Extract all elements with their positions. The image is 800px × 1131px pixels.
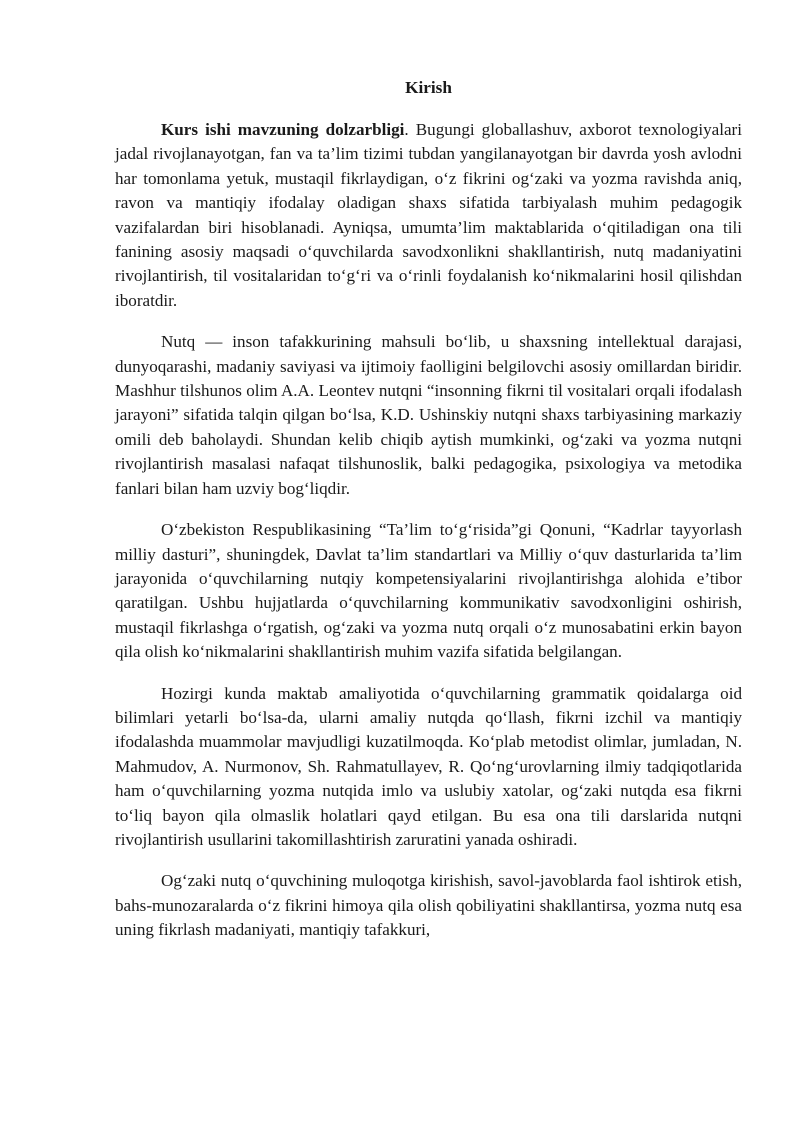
- paragraph-text: Nutq — inson tafakkurining mahsuli bo‘lib, u shaxsning intellektual darajasi, dunyoqarashi, madaniy saviyasi va ijtimoiy faolligini belgilovchi asosiy omillardan biridir. Mashhur tilshunos olim A.A. Leontev nutqni “insonning fikrni til vositalari orqali ifodalash jarayoni” sifatida talqin qilgan bo‘lsa, K.D. Ushinskiy nutqni shaxs tarbiyasining markaziy omili deb baholaydi. Shundan kelib chiqib aytish mumkinki, og‘zaki va yozma nutqni rivojlantirish masalasi nafaqat tilshunoslik, balki pedagogika, psixologiya va metodika fanlari bilan ham uzviy bog‘liqdir.: [115, 332, 742, 498]
- document-title: Kirish: [405, 78, 452, 97]
- paragraph-text: Og‘zaki nutq o‘quvchining muloqotga kirishish, savol-javoblarda faol ishtirok etish, bahs-munozaralarda o‘z fikrini himoya qila olish qobiliyatini shakllantirsa, yozma nutq esa uning fikrlash madaniyati, mantiqiy tafakkuri,: [115, 871, 742, 940]
- paragraph-lead-heading: Kurs ishi mavzuning dolzarbligi: [161, 120, 405, 139]
- paragraph-speech: [115, 330, 742, 501]
- paragraph-text: O‘zbekiston Respublikasining “Ta’lim to‘g‘risida”gi Qonuni, “Kadrlar tayyorlash milliy dasturi”, shuningdek, Davlat ta’lim standartlari va Milliy o‘quv dasturlarida ta’lim jarayonida o‘quvchilarning nutqiy kompetensiyalarini rivojlantirishga alohida e’tibor qaratilgan. Ushbu hujjatlarda o‘quvchilarning kommunikativ savodxonligini oshirish, mustaqil fikrlashga o‘rgatish, og‘zaki va yozma nutq orqali o‘z munosabatini erkin bayon qila olish ko‘nikmalarini shakllantirish muhim vazifa sifatida belgilangan.: [115, 520, 742, 662]
- paragraph-relevance: [115, 118, 742, 313]
- paragraph-legislation: [115, 518, 742, 664]
- document-body: [115, 118, 742, 960]
- paragraph-text: Hozirgi kunda maktab amaliyotida o‘quvchilarning grammatik qoidalarga oid bilimlari yetarli bo‘lsa-da, ularni amaliy nutqda qo‘llash, fikrni izchil va mantiqiy ifodalashda muammolar mavjudligi kuzatilmoqda. Ko‘plab metodist olimlar, jumladan, N. Mahmudov, A. Nurmonov, Sh. Rahmatullayev, R. Qo‘ng‘urovlarning ilmiy tadqiqotlarida ham o‘quvchilarning yozma nutqida imlo va uslubiy xatolar, og‘zaki nutqda esa fikrni to‘liq bayon qila olmaslik holatlari qayd etilgan. Bu esa ona tili darslarida nutqni rivojlantirish usullarini takomillashtirish zaruratini yanada oshiradi.: [115, 683, 742, 849]
- paragraph-current-practice: [115, 682, 742, 853]
- paragraph-oral-speech: [115, 869, 742, 942]
- paragraph-text: . Bugungi globallashuv, axborot texnologiyalari jadal rivojlanayotgan, fan va ta’lim tizimi tubdan yangilanayotgan bir davrda yosh avlodni har tomonlama yetuk, mustaqil fikrlaydigan, o‘z fikrini og‘zaki va yozma ravishda aniq, ravon va mantiqiy ifodalay oladigan shaxs sifatida tarbiyalash muhim pedagogik vazifalardan biri hisoblanadi. Ayniqsa, umumta’lim maktablarida o‘qitiladigan ona tili fanining asosiy maqsadi o‘quvchilarda savodxonlikni shakllantirish, nutq madaniyatini rivojlantirish, til vositalaridan to‘g‘ri va o‘rinli foydalanish ko‘nikmalarini hosil qilishdan iboratdir.: [115, 120, 742, 310]
